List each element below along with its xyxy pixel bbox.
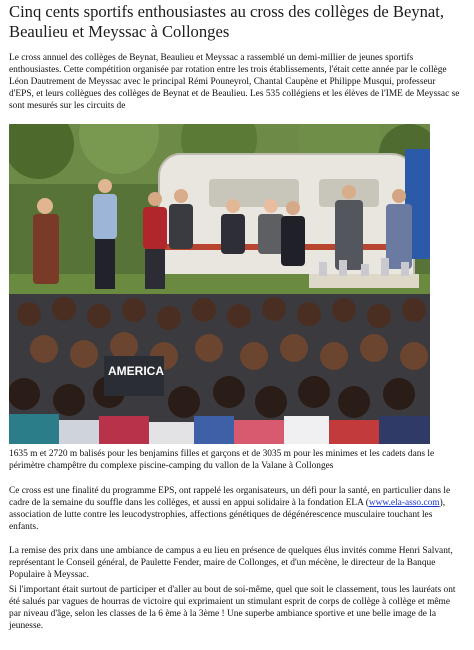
- article-photo: [9, 124, 430, 444]
- crowd-photo-illustration: [9, 124, 430, 444]
- program-text-after-link: ), association de lutte contre les leucodystrophies, affections génétiques de dégénérescence musculaire touchant les enfants.: [9, 498, 446, 532]
- article-paragraph-circuits: 1635 m et 2720 m balisés pour les benjamins filles et garçons et de 3035 m pour les minimes et les cadets dans le périmètre champêtre du complexe piscine-camping du vallon de la Valane à Collonges: [9, 449, 435, 471]
- program-text-before-link: Ce cross est une finalité du programme EPS, ont rappelé les organisateurs, un défi pour la santé, en particulier dans le cadre de la semaine du souffle dans les collèges, et aussi en appui solidaire à la fondation ELA (: [9, 486, 451, 508]
- ela-website-link[interactable]: www.ela-asso.com: [368, 498, 440, 508]
- article-paragraph-program: [9, 485, 461, 533]
- photo-tshirt-text: AMERICA: [108, 364, 164, 378]
- article-paragraph-awards: La remise des prix dans une ambiance de campus a eu lieu en présence de quelques élus invités comme Henri Salvant, représentant le Conseil général, de Paulette Fender, maire de Collonges, et d'un mécène, le directeur de la Banque Populaire à Meyssac.: [9, 546, 453, 580]
- article-title: Cinq cents sportifs enthousiastes au cross des collèges de Beynat, Beaulieu et Meyssac à Collonges: [9, 2, 445, 41]
- article-paragraph-conclusion: Si l'important était surtout de participer et d'aller au bout de soi-même, quel que soit le classement, tous les lauréats ont été salués par vagues de hourras de victoire qui exprimaient un stimulant esprit de corps de collège à collège et même par niveau d'âge, selon les classes de la 6 ème à la 3ème ! Une superbe ambiance sportive et une belle image de la jeunesse.: [9, 585, 456, 631]
- article-paragraph-intro: Le cross annuel des collèges de Beynat, Beaulieu et Meyssac a rassemblé un demi-millier de jeunes sportifs enthousiastes. Cette compétition organisée par rotation entre les trois établissements, l'était cette année par le collège Léon Dautrement de Meyssac avec le principal Rémi Pouneyrol, Chantal Caupène et Philippe Musqui, professeur d'EPS, et leurs collègues des collèges de Beynat et de Beaulieu. Les 535 collégiens et les élèves de l'IME de Meyssac se sont mesurés sur les circuits de: [9, 53, 460, 111]
